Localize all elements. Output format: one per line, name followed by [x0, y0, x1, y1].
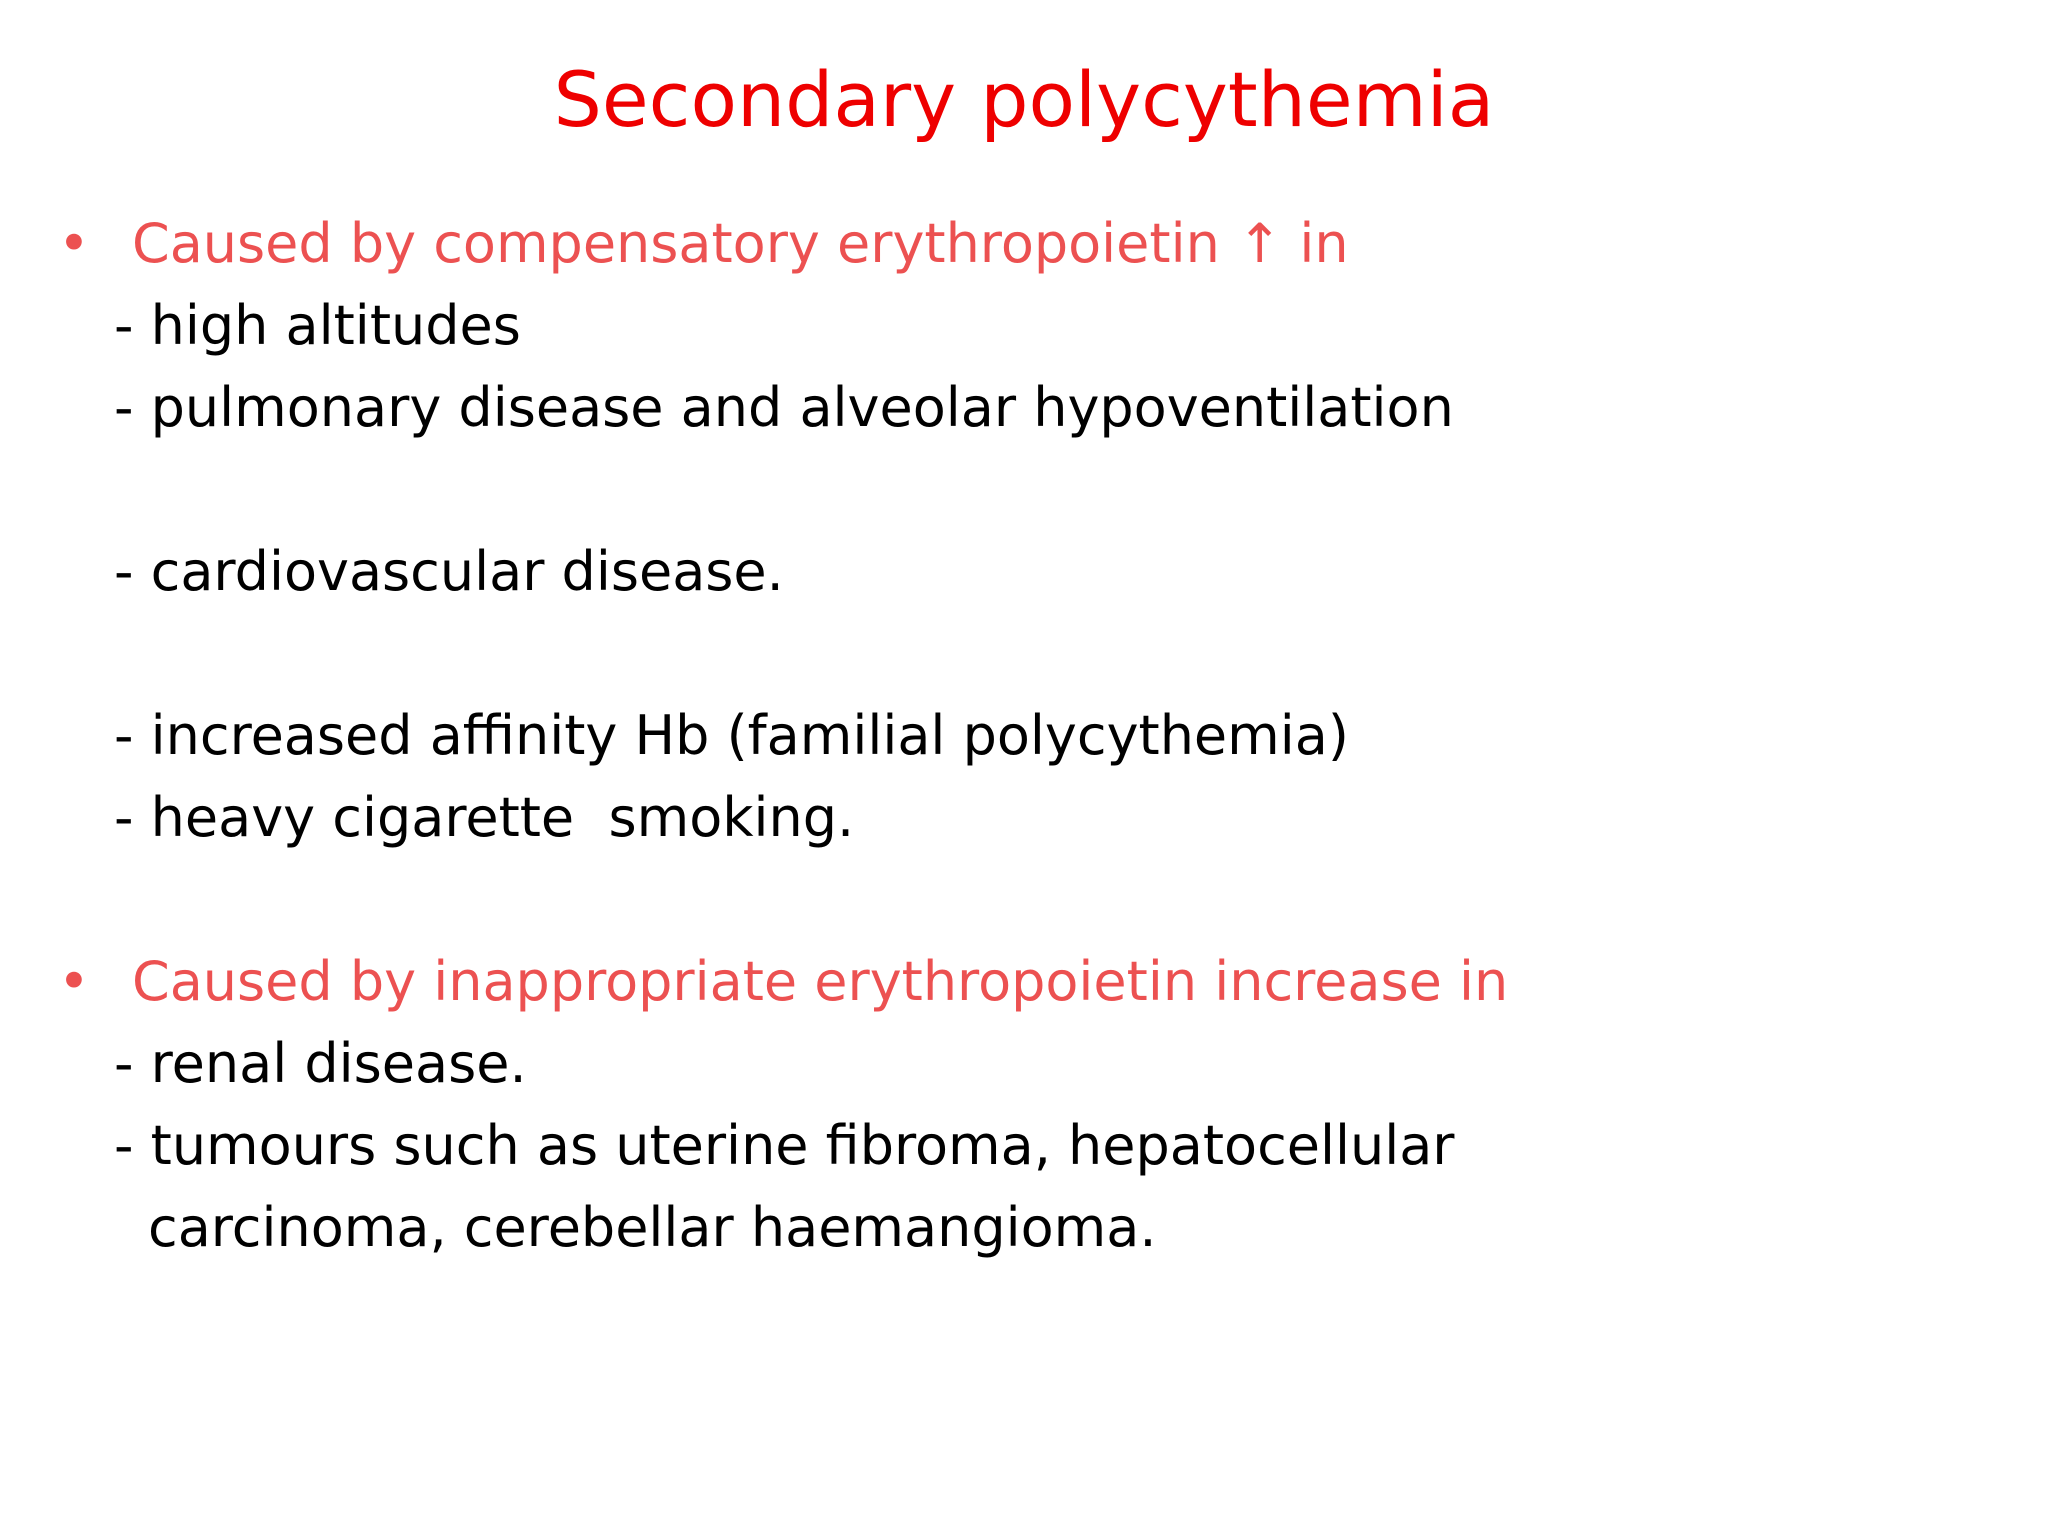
section-2-item: carcinoma, cerebellar haemangioma.: [148, 1196, 1157, 1259]
bullet-1: •: [58, 212, 90, 275]
section-1-item: - increased affinity Hb (familial polycythemia): [114, 704, 1349, 767]
section-1-heading: Caused by compensatory erythropoietin ↑ in: [132, 212, 1349, 275]
section-2-heading: Caused by inappropriate erythropoietin increase in: [132, 950, 1509, 1013]
section-1-item: - high altitudes: [114, 294, 521, 357]
section-1-item: - pulmonary disease and alveolar hypoventilation: [114, 376, 1454, 439]
section-2-item: - tumours such as uterine fibroma, hepatocellular: [114, 1114, 1455, 1177]
section-2-item: - renal disease.: [114, 1032, 527, 1095]
bullet-2: •: [58, 950, 90, 1013]
slide-title: Secondary polycythemia: [553, 55, 1495, 144]
section-1-item: - cardiovascular disease.: [114, 540, 784, 603]
section-1-item: - heavy cigarette smoking.: [114, 786, 855, 849]
